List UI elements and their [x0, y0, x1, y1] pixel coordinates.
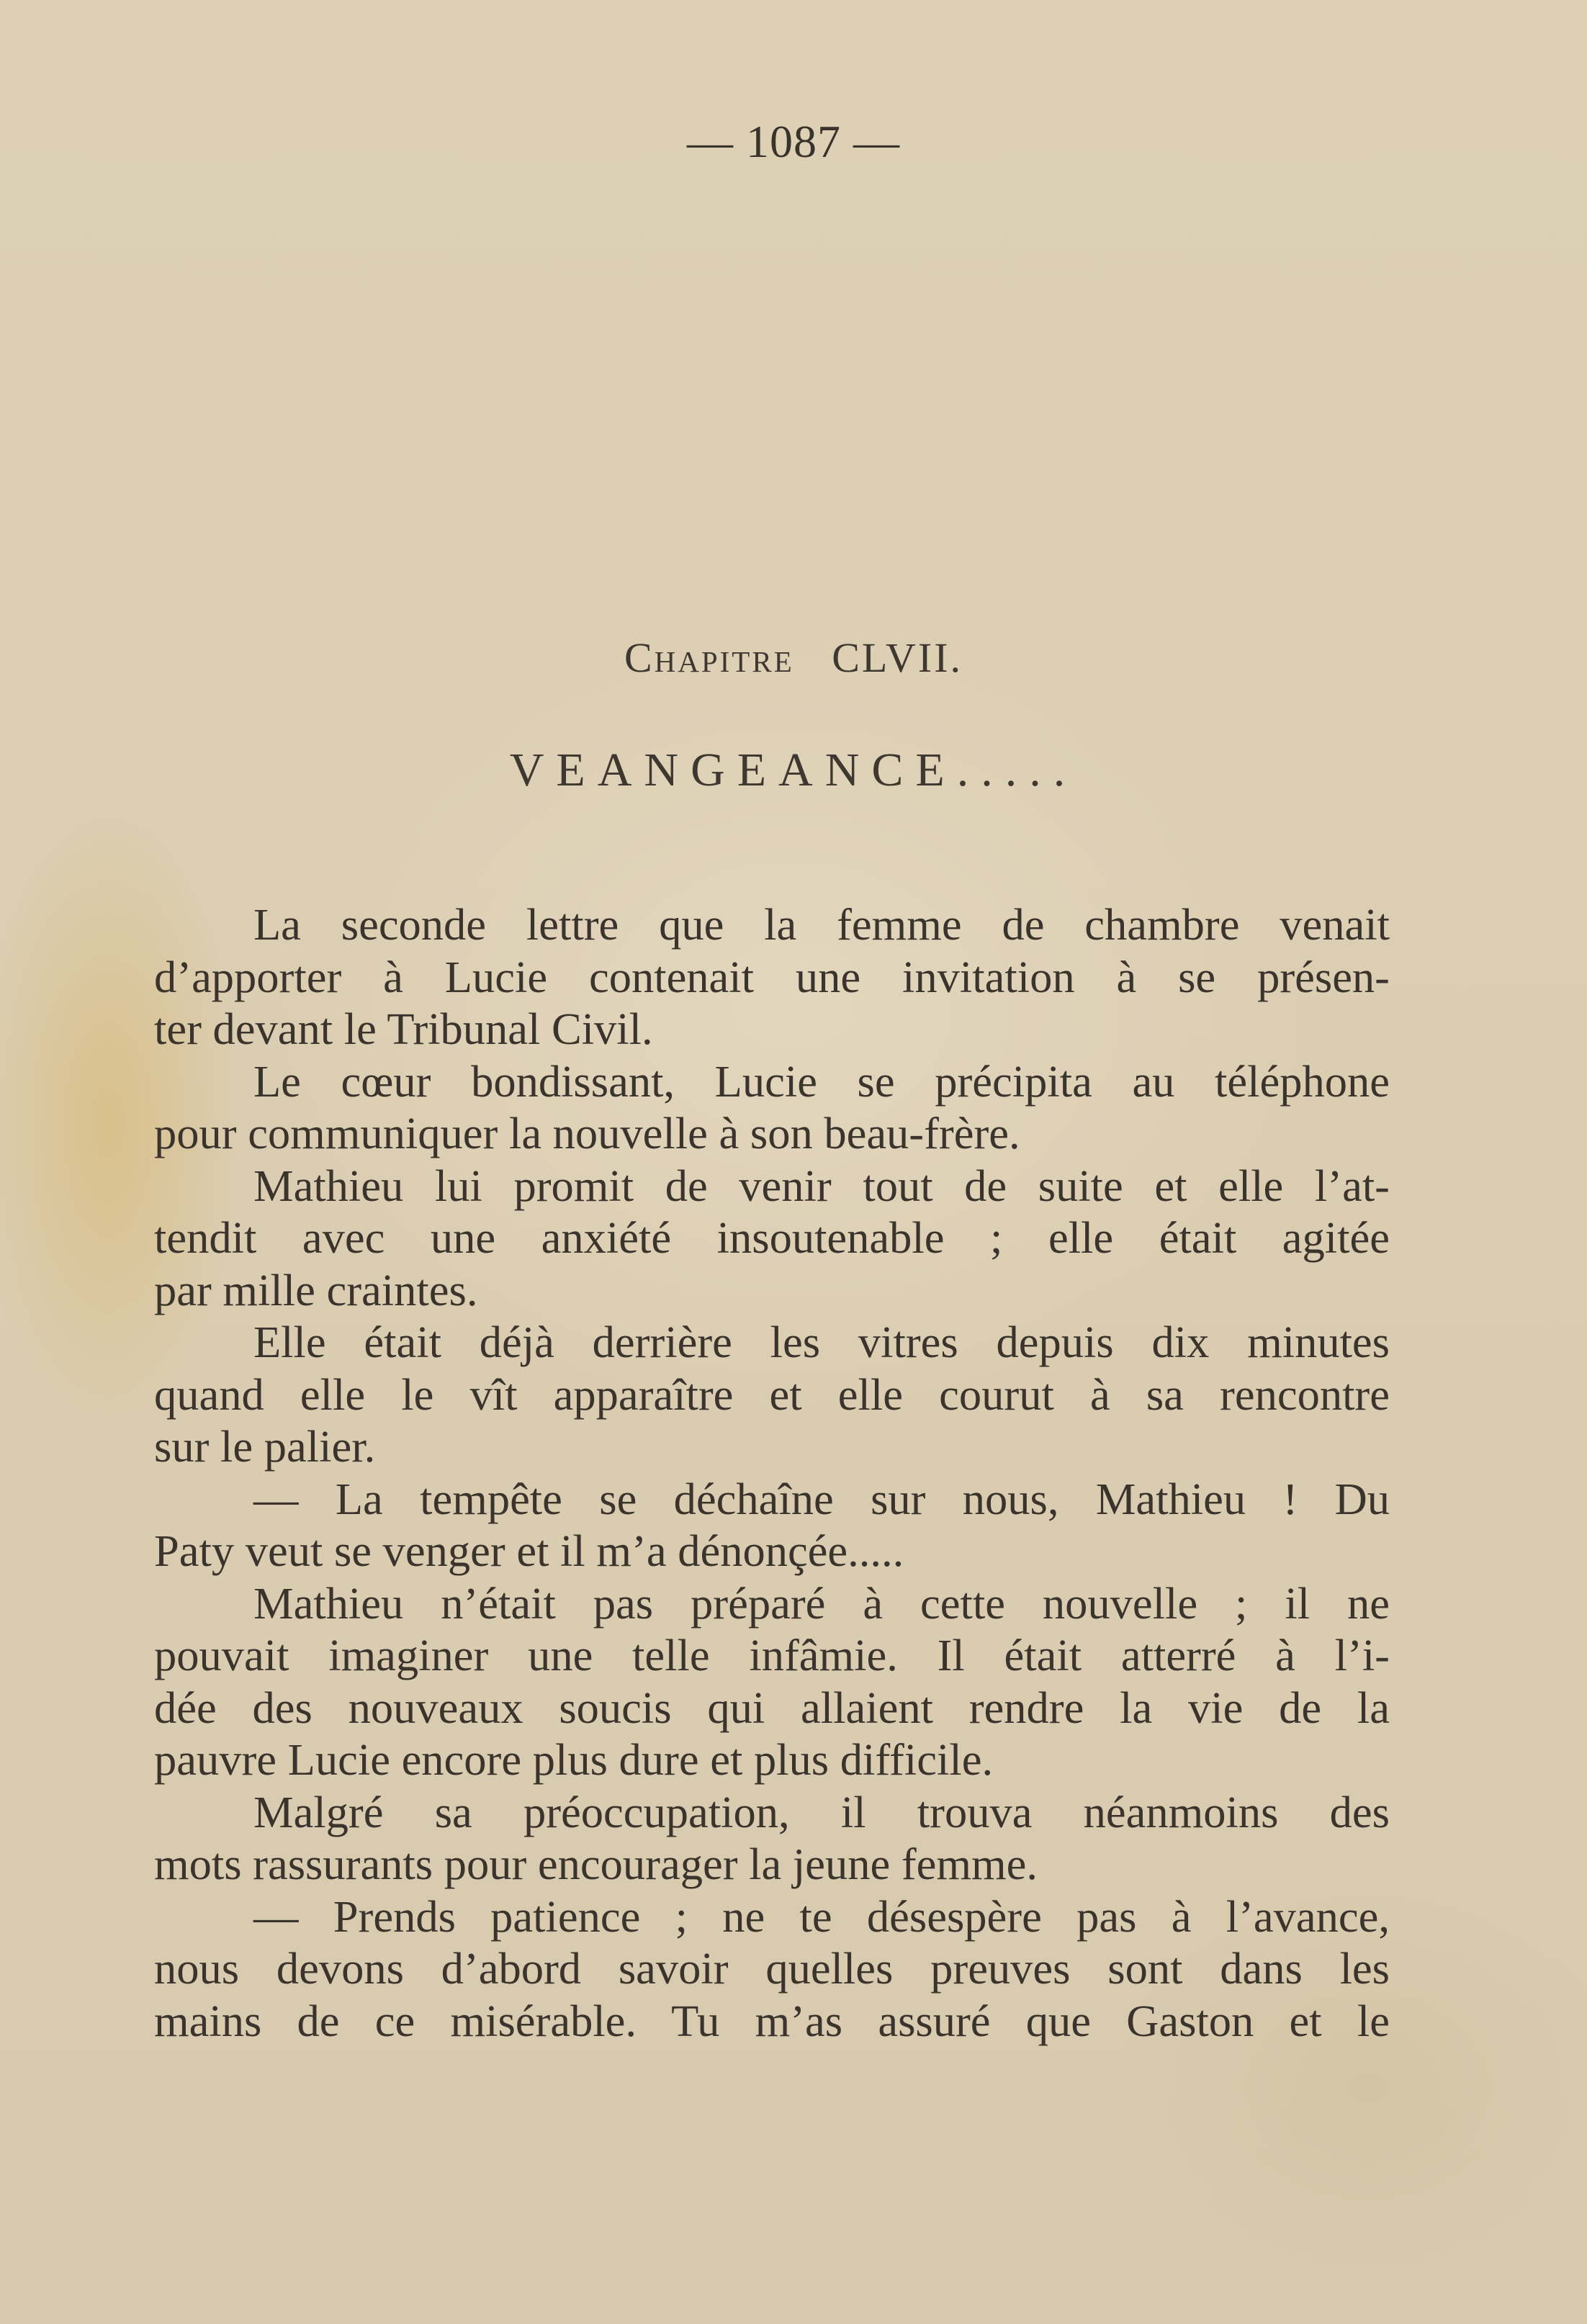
text-line: Malgré sa préoccupation, il trouva néanmoins des [253, 1786, 1390, 1837]
text-line: nous devons d’abord savoir quelles preuves sont dans les [154, 1943, 1390, 1994]
text-line: dée des nouveaux soucis qui allaient rendre la vie de la [154, 1682, 1390, 1733]
text-line: Mathieu lui promit de venir tout de suite et elle l’at- [253, 1160, 1390, 1211]
text-line: Paty veut se venger et il m’a dénonçée..... [154, 1526, 904, 1576]
text-line: sur le palier. [154, 1421, 376, 1472]
chapter-title: VEANGEANCE..... [509, 744, 1078, 796]
text-line: quand elle le vît apparaître et elle courut à sa rencontre [154, 1369, 1390, 1420]
text-line: — Prends patience ; ne te désespère pas à l’avance, [253, 1891, 1390, 1942]
chapter-heading [0, 634, 1587, 682]
text-line: La seconde lettre que la femme de chambre venait [253, 899, 1390, 950]
chapter-body [154, 898, 1390, 2047]
chapter-number: CLVII. [832, 634, 963, 681]
text-line: Le cœur bondissant, Lucie se précipita au téléphone [253, 1055, 1390, 1107]
text-line: — La tempête se déchaîne sur nous, Mathieu ! Du [253, 1473, 1390, 1524]
text-line: ter devant le Tribunal Civil. [154, 1004, 653, 1054]
page-number: — 1087 — [687, 116, 900, 167]
chapter-label: Chapitre [624, 634, 794, 681]
text-line: pauvre Lucie encore plus dure et plus difficile. [154, 1734, 994, 1785]
text-line: d’apporter à Lucie contenait une invitation à se présen- [154, 951, 1390, 1002]
text-line: pouvait imaginer une telle infâmie. Il était atterré à l’i- [154, 1630, 1390, 1680]
text-line: mots rassurants pour encourager la jeune femme. [154, 1839, 1038, 1889]
text-line: par mille craintes. [154, 1264, 478, 1315]
text-line: Mathieu n’était pas préparé à cette nouvelle ; il ne [253, 1577, 1390, 1629]
text-line: mains de ce misérable. Tu m’as assuré que Gaston et le [154, 1995, 1390, 2046]
text-line: tendit avec une anxiété insoutenable ; elle était agitée [154, 1212, 1390, 1263]
text-line: Elle était déjà derrière les vitres depuis dix minutes [253, 1317, 1390, 1367]
text-line: pour communiquer la nouvelle à son beau-frère. [154, 1108, 1020, 1158]
